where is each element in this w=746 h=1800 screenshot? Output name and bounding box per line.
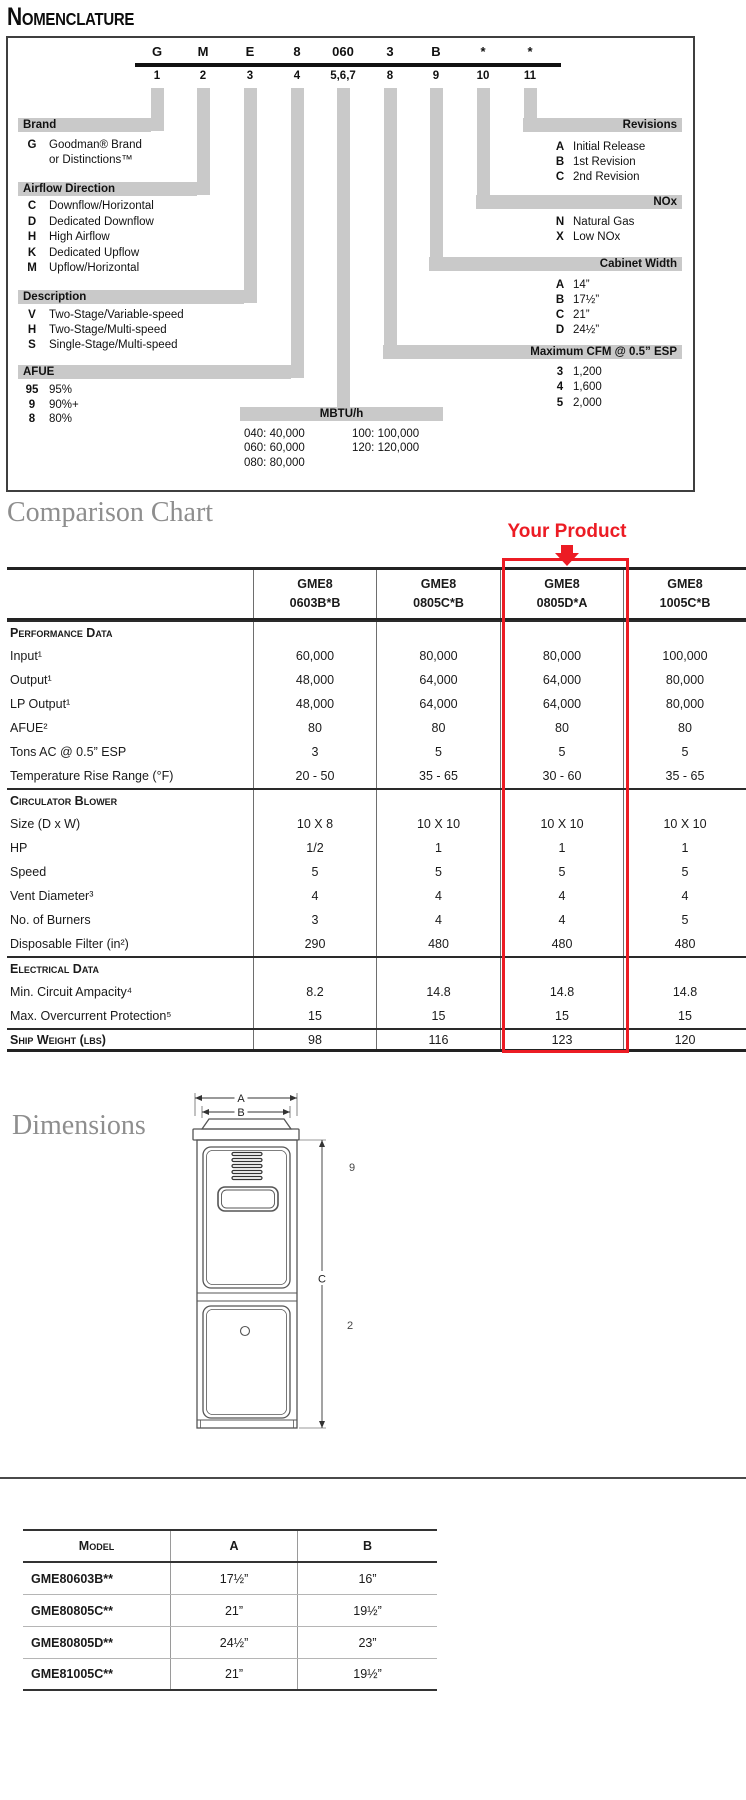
row-label: Disposable Filter (in²) (10, 937, 129, 951)
nomenclature-item (552, 323, 599, 337)
row-value: 1/2 (253, 836, 376, 860)
nomenclature-item-code: 9 (28, 398, 36, 411)
nomenclature-group-label: MBTU/h (240, 407, 443, 421)
row-label: AFUE² (10, 721, 48, 735)
row-value: 5 (376, 740, 500, 764)
nomenclature-item (20, 323, 167, 337)
nomenclature-item-code: A (555, 278, 565, 291)
nomenclature-code-num: 10 (476, 70, 490, 82)
row-value: 80 (376, 716, 500, 740)
dimensions-value-cell: 23” (297, 1627, 437, 1658)
nomenclature-leader-bar (430, 88, 443, 270)
row-value: 15 (500, 1004, 623, 1028)
row-label: Input¹ (10, 649, 42, 663)
nomenclature-item (20, 338, 178, 352)
nomenclature-item (552, 140, 645, 154)
row-label: LP Output¹ (10, 697, 71, 711)
row-value: 5 (623, 740, 746, 764)
nomenclature-item-code: K (27, 246, 37, 259)
row-value: 15 (623, 1004, 746, 1028)
row-value: 290 (253, 932, 376, 956)
row-value: 5 (500, 860, 623, 884)
row-value: 10 X 10 (376, 812, 500, 836)
comparison-row (7, 1004, 746, 1028)
comparison-row (7, 764, 746, 788)
comparison-row (7, 884, 746, 908)
nomenclature-group-label: Cabinet Width (429, 257, 682, 271)
nomenclature-item-code: S (28, 338, 36, 351)
nomenclature-item-text: 80% (49, 413, 73, 425)
row-value (623, 790, 746, 812)
comparison-header-spacer (7, 570, 253, 618)
section-divider-rule (0, 1477, 746, 1479)
row-value: 80 (623, 716, 746, 740)
row-value: 35 - 65 (376, 764, 500, 788)
knockout-circle (241, 1327, 250, 1336)
dim-label-a: A (237, 1093, 245, 1105)
nomenclature-title: Nomenclature (7, 4, 135, 32)
row-label: Min. Circuit Ampacity⁴ (10, 985, 133, 999)
row-value (623, 622, 746, 644)
row-value: 64,000 (500, 692, 623, 716)
row-value: 14.8 (500, 980, 623, 1004)
dimensions-model-cell: GME80805C** (31, 1603, 113, 1618)
nomenclature-item-code: 95 (25, 384, 39, 396)
nomenclature-item-code: 8 (28, 413, 36, 425)
dimensions-value-cell: 16” (297, 1563, 437, 1594)
model-series-label: GME8 (420, 577, 457, 592)
row-label: Output¹ (10, 673, 52, 687)
row-value: 480 (500, 932, 623, 956)
nomenclature-group-label: Description (18, 290, 244, 304)
nomenclature-code-num: 2 (199, 70, 207, 82)
nomenclature-item-code: N (555, 215, 565, 228)
louver-vents (232, 1153, 262, 1180)
nomenclature-code-char: * (480, 44, 486, 59)
row-label: No. of Burners (10, 913, 91, 927)
row-label: Speed (10, 865, 47, 879)
nomenclature-item (20, 383, 72, 397)
partial-dim-text-top: 9 (349, 1162, 356, 1174)
nomenclature-item (552, 380, 602, 394)
row-value: 20 - 50 (253, 764, 376, 788)
nomenclature-code-char: 060 (332, 44, 354, 59)
nomenclature-item-code: A (555, 141, 565, 153)
dimensions-model-cell: GME80603B** (31, 1571, 113, 1586)
nomenclature-item-text: Two-Stage/Multi-speed (49, 323, 167, 336)
model-suffix-label: 1005C*B (659, 596, 711, 610)
model-series-label: GME8 (297, 577, 333, 592)
furnace-diagram (185, 1090, 360, 1435)
nomenclature-group-label: Maximum CFM @ 0.5” ESP (383, 345, 682, 359)
nomenclature-item-code: H (27, 323, 37, 336)
dim-arrow-b (202, 1106, 290, 1120)
row-label: Size (D x W) (10, 817, 81, 831)
comparison-row (7, 956, 746, 980)
comparison-row (7, 716, 746, 740)
comparison-row (7, 740, 746, 764)
nomenclature-item-text: Goodman® Brand (49, 139, 142, 151)
model-suffix-label: 0805D*A (536, 596, 588, 610)
comparison-header-row (7, 570, 746, 620)
dimensions-table (23, 1529, 437, 1691)
row-label: Max. Overcurrent Protection⁵ (10, 1009, 172, 1023)
nomenclature-item-code: M (27, 262, 37, 274)
row-label: Circulator Blower (10, 794, 118, 808)
model-series-label: GME8 (667, 577, 703, 592)
nomenclature-item-code: H (27, 231, 37, 243)
nomenclature-item-text: 2,000 (573, 396, 602, 409)
dimensions-model-cell: GME80805D** (31, 1635, 113, 1650)
nomenclature-item (20, 153, 133, 167)
comparison-row (7, 812, 746, 836)
nomenclature-code-num: 5,6,7 (330, 70, 356, 82)
row-value: 123 (500, 1030, 623, 1049)
nomenclature-group-label: AFUE (18, 365, 291, 379)
nomenclature-item-text: 2nd Revision (573, 171, 640, 183)
dimensions-column-header: A (170, 1531, 297, 1561)
door-handle (218, 1187, 278, 1211)
row-value: 48,000 (253, 668, 376, 692)
row-value: 480 (376, 932, 500, 956)
row-value: 5 (253, 860, 376, 884)
row-label: Electrical Data (10, 962, 99, 976)
dimensions-row (23, 1595, 437, 1627)
row-label: Vent Diameter³ (10, 889, 94, 903)
row-value: 5 (623, 908, 746, 932)
nomenclature-item (20, 138, 142, 152)
nomenclature-item (20, 246, 139, 260)
dimensions-model-cell: GME81005C** (31, 1667, 113, 1681)
dim-label-c: C (318, 1273, 326, 1286)
nomenclature-leader-bar (477, 88, 490, 208)
dim-arrow-c (299, 1140, 329, 1428)
comparison-row (7, 620, 746, 644)
dimensions-value-cell: 24½” (170, 1627, 297, 1658)
your-product-label: Your Product (507, 521, 627, 542)
nomenclature-item-code: C (27, 200, 37, 212)
row-value: 4 (500, 908, 623, 932)
row-value (253, 790, 376, 812)
nomenclature-leader-bar (291, 88, 304, 378)
nomenclature-group-label: Brand (18, 118, 151, 132)
nomenclature-item (20, 398, 79, 412)
nomenclature-code-num: 1 (153, 70, 161, 82)
nomenclature-item-text: Two-Stage/Variable-speed (49, 308, 184, 321)
row-value: 10 X 10 (623, 812, 746, 836)
row-value: 4 (623, 884, 746, 908)
nomenclature-item-text: 24½” (573, 323, 600, 336)
model-series-label: GME8 (544, 577, 580, 592)
nomenclature-item (552, 230, 620, 244)
comparison-chart-heading: Comparison Chart (7, 497, 214, 528)
comparison-row (7, 644, 746, 668)
row-value: 8.2 (253, 980, 376, 1004)
partial-dim-text-bottom: 2 (347, 1320, 354, 1332)
nomenclature-item-code: G (27, 139, 37, 151)
comparison-row (7, 908, 746, 932)
nomenclature-mbtu-item: 100: 100,000 (352, 428, 420, 440)
row-value: 10 X 10 (500, 812, 623, 836)
model-suffix-label: 0603B*B (289, 596, 341, 610)
row-value: 1 (623, 836, 746, 860)
nomenclature-mbtu-item: 060: 60,000 (244, 442, 305, 455)
nomenclature-item-text: Natural Gas (573, 215, 635, 228)
nomenclature-item (552, 278, 590, 292)
nomenclature-item-code: B (555, 293, 565, 306)
nomenclature-item-code: C (555, 171, 565, 183)
row-value: 64,000 (500, 668, 623, 692)
row-value: 1 (500, 836, 623, 860)
comparison-row (7, 860, 746, 884)
row-value (623, 958, 746, 980)
dimensions-value-cell: 17½” (170, 1563, 297, 1594)
nomenclature-item (20, 261, 139, 275)
comparison-table (7, 567, 746, 1052)
nomenclature-item (20, 230, 110, 244)
row-value: 4 (376, 908, 500, 932)
nomenclature-item (20, 215, 154, 229)
nomenclature-item (552, 396, 602, 410)
nomenclature-item-code: B (555, 156, 565, 168)
row-value: 48,000 (253, 692, 376, 716)
row-value: 3 (253, 740, 376, 764)
nomenclature-mbtu-item: 120: 120,000 (352, 442, 420, 455)
nomenclature-leader-bar (151, 88, 164, 131)
lower-door (203, 1306, 290, 1418)
row-value: 14.8 (376, 980, 500, 1004)
nomenclature-group-label: Revisions (523, 118, 682, 132)
nomenclature-item-text: 95% (49, 384, 73, 396)
row-value: 80,000 (376, 644, 500, 668)
nomenclature-item (552, 170, 639, 184)
nomenclature-code-char: 8 (293, 44, 301, 59)
nomenclature-code-char: * (527, 44, 533, 59)
row-value: 10 X 8 (253, 812, 376, 836)
comparison-column-header (623, 570, 746, 618)
model-suffix-label: 0805C*B (413, 596, 464, 610)
row-value (376, 958, 500, 980)
row-value (376, 790, 500, 812)
nomenclature-code-num: 3 (246, 70, 254, 82)
nomenclature-leader-bar (197, 88, 210, 195)
row-value: 120 (623, 1030, 746, 1049)
row-value: 35 - 65 (623, 764, 746, 788)
row-value: 4 (376, 884, 500, 908)
nomenclature-code-num: 9 (432, 70, 440, 82)
nomenclature-item-text: 1st Revision (573, 156, 636, 168)
nomenclature-item-text: or Distinctions™ (49, 153, 133, 166)
nomenclature-item-text: Upflow/Horizontal (49, 262, 140, 274)
row-value: 116 (376, 1030, 500, 1049)
nomenclature-leader-bar (244, 88, 257, 303)
row-value (376, 622, 500, 644)
row-label: Temperature Rise Range (°F) (10, 769, 174, 783)
row-value: 100,000 (623, 644, 746, 668)
nomenclature-code-underline (135, 63, 561, 67)
nomenclature-item-text: 1,200 (573, 365, 602, 378)
nomenclature-item (552, 215, 634, 229)
nomenclature-group-label: Airflow Direction (18, 182, 197, 196)
comparison-row (7, 932, 746, 956)
nomenclature-item (552, 155, 636, 169)
row-value: 14.8 (623, 980, 746, 1004)
dimensions-column-header: Model (78, 1539, 115, 1553)
dimensions-value-cell: 19½” (297, 1595, 437, 1626)
nomenclature-item-code: D (27, 215, 37, 228)
nomenclature-item-text: Downflow/Horizontal (49, 200, 154, 212)
comparison-row (7, 1028, 746, 1052)
nomenclature-item-text: 17½” (573, 293, 600, 306)
nomenclature-item-text: Low NOx (573, 231, 621, 243)
row-value: 5 (500, 740, 623, 764)
nomenclature-item-code: 3 (556, 365, 564, 378)
nomenclature-code-num: 11 (523, 70, 537, 82)
nomenclature-leader-bar (337, 88, 350, 420)
row-label: Ship Weight (lbs) (10, 1032, 106, 1047)
row-value: 480 (623, 932, 746, 956)
dim-label-b: B (237, 1107, 245, 1119)
row-value: 5 (376, 860, 500, 884)
row-value (253, 958, 376, 980)
comparison-row (7, 668, 746, 692)
row-value: 15 (253, 1004, 376, 1028)
row-value: 80 (253, 716, 376, 740)
row-value: 80,000 (500, 644, 623, 668)
nomenclature-item (20, 308, 184, 322)
nomenclature-item-code: V (28, 308, 36, 321)
nomenclature-item-code: 5 (556, 396, 564, 409)
dimensions-header-row (23, 1531, 437, 1563)
comparison-row (7, 788, 746, 812)
row-value (253, 622, 376, 644)
nomenclature-code-char: 3 (386, 44, 394, 59)
row-value: 4 (500, 884, 623, 908)
comparison-row (7, 836, 746, 860)
dimensions-row (23, 1563, 437, 1595)
nomenclature-code-char: G (151, 44, 163, 59)
row-value: 60,000 (253, 644, 376, 668)
dimensions-value-cell: 19½” (297, 1659, 437, 1689)
comparison-row (7, 980, 746, 1004)
row-value: 15 (376, 1004, 500, 1028)
row-value: 1 (376, 836, 500, 860)
nomenclature-code-char: M (197, 44, 209, 59)
nomenclature-item-text: High Airflow (49, 231, 110, 243)
nomenclature-item-text: Single-Stage/Multi-speed (49, 338, 178, 351)
row-value: 4 (253, 884, 376, 908)
nomenclature-item-text: 1,600 (573, 381, 602, 393)
nomenclature-item-text: Dedicated Upflow (49, 246, 140, 259)
nomenclature-item (552, 293, 599, 307)
nomenclature-item-code: D (555, 323, 565, 336)
your-product-highlight-box (502, 558, 629, 1053)
nomenclature-item-code: C (555, 308, 565, 321)
row-label: Performance Data (10, 626, 113, 640)
upper-door (203, 1147, 290, 1288)
row-value: 98 (253, 1030, 376, 1049)
nomenclature-group-label: NOx (476, 195, 682, 209)
nomenclature-item-text: 21” (573, 308, 590, 321)
nomenclature-item-text: Dedicated Downflow (49, 215, 154, 228)
nomenclature-item (552, 365, 602, 379)
nomenclature-mbtu-item: 040: 40,000 (244, 428, 305, 440)
nomenclature-code-num: 8 (386, 70, 394, 82)
nomenclature-code-char: E (245, 44, 255, 59)
nomenclature-item-text: 90%+ (49, 398, 79, 411)
nomenclature-code-num: 4 (293, 70, 301, 82)
dimensions-column-header: B (297, 1531, 437, 1561)
dimensions-row (23, 1627, 437, 1659)
row-value: 80,000 (623, 668, 746, 692)
row-value: 80,000 (623, 692, 746, 716)
comparison-column-header (253, 570, 376, 618)
dimensions-row (23, 1659, 437, 1691)
row-value: 64,000 (376, 668, 500, 692)
dimensions-value-cell: 21” (170, 1595, 297, 1626)
nomenclature-item (20, 199, 154, 213)
furnace-cabinet-outline (193, 1119, 299, 1428)
row-value: 30 - 60 (500, 764, 623, 788)
row-label: Tons AC @ 0.5” ESP (10, 745, 127, 759)
row-label: HP (10, 841, 28, 855)
nomenclature-item (20, 412, 72, 426)
comparison-column-header (376, 570, 500, 618)
comparison-row (7, 692, 746, 716)
dimensions-heading: Dimensions (12, 1110, 146, 1141)
nomenclature-item-text: 14” (573, 278, 590, 291)
dimensions-value-cell: 21” (170, 1659, 297, 1689)
row-value: 3 (253, 908, 376, 932)
nomenclature-item (552, 308, 590, 322)
row-value: 64,000 (376, 692, 500, 716)
nomenclature-mbtu-item: 080: 80,000 (244, 456, 305, 469)
your-product-arrowhead-icon (555, 553, 579, 566)
row-value: 80 (500, 716, 623, 740)
nomenclature-code-char: B (431, 44, 441, 59)
row-value: 5 (623, 860, 746, 884)
nomenclature-leader-bar (384, 88, 397, 358)
nomenclature-item-code: 4 (556, 381, 564, 393)
nomenclature-item-text: Initial Release (573, 141, 646, 153)
nomenclature-item-code: X (556, 231, 564, 243)
